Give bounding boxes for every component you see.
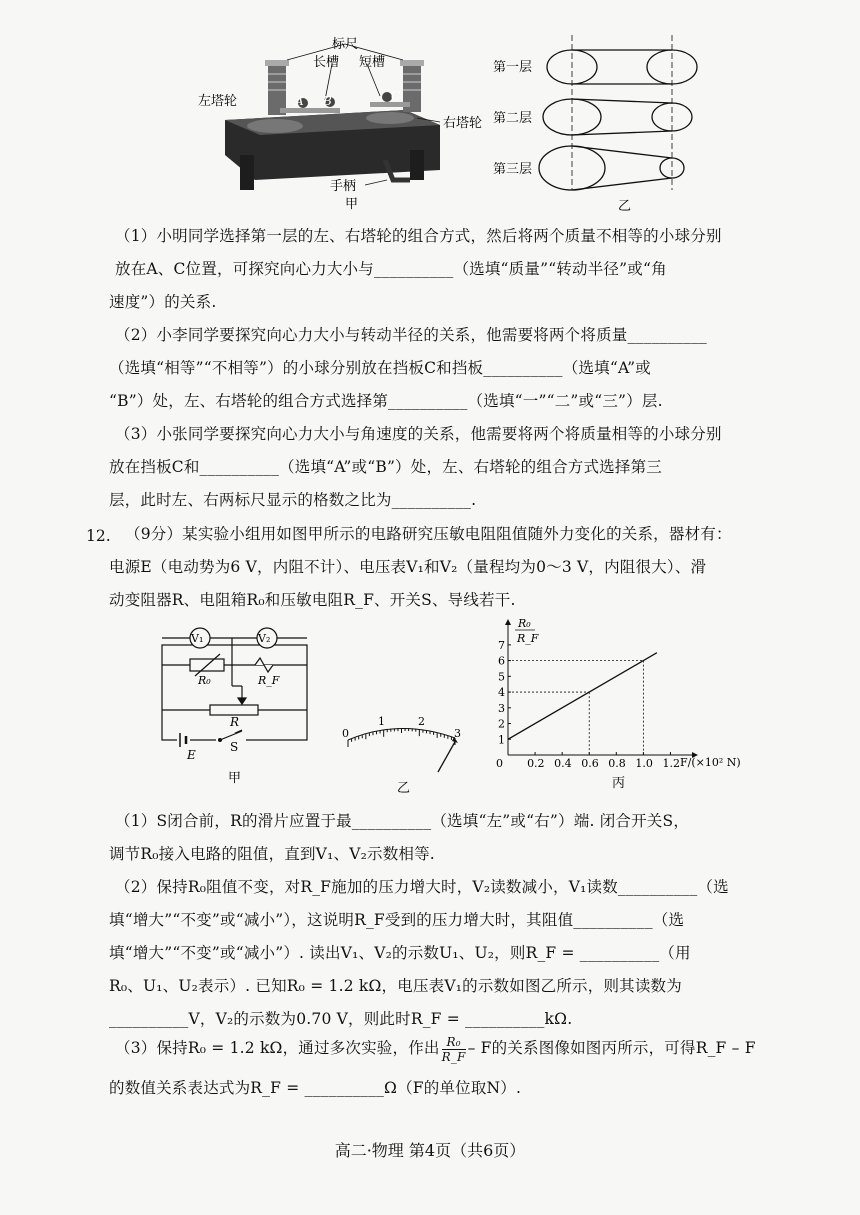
q12-line1: （9分）某实验小组用如图甲所示的电路研究压敏电阻阻值随外力变化的关系，器材有： xyxy=(125,525,732,543)
meter-tick-3: 3 xyxy=(454,727,461,740)
x-tick-label: 0 xyxy=(496,757,503,770)
q12-line2: 电源E（电动势为6 V，内阻不计）、电压表V₁和V₂（量程均为0～3 V，内阻很大）、滑 xyxy=(109,558,707,576)
q12-part3 xyxy=(109,1030,775,1106)
chart-ylabel-den: R_F xyxy=(517,632,539,645)
y-tick-label: 4 xyxy=(498,686,505,700)
q11-p2-line3: “B”）处，左、右塔轮的组合方式选择第__________（选填“一”“二”或“三”）层. xyxy=(109,392,663,410)
voltmeter-dial-figure xyxy=(330,710,480,795)
label-A: A xyxy=(295,94,304,108)
label-left-wheel: 左塔轮 xyxy=(198,94,238,109)
x-tick-label: 0.8 xyxy=(608,757,626,770)
q11-part1 xyxy=(109,220,775,517)
q12-p3-line1 xyxy=(115,1030,775,1066)
circuit-caption: 甲 xyxy=(228,771,242,786)
q12-p3-line2: 的数值关系表达式为R_F = __________Ω（F的单位取N）. xyxy=(109,1079,522,1097)
q11-p2-line1: （2）小李同学要探究向心力大小与转动半径的关系，他需要将两个将质量__________ xyxy=(115,326,707,344)
label-biaochi: 标尺 xyxy=(332,37,359,52)
label-B: B xyxy=(323,94,332,108)
q12-p3-text-b: – F的关系图像如图丙所示，可得R_F – F xyxy=(467,1039,756,1057)
apparatus-figure xyxy=(195,30,495,210)
q12-p2-line2: 填“增大”“不变”或“减小”），这说明R_F受到的压力增大时，其阻值__________（选 xyxy=(109,911,685,929)
pulley-layers-figure xyxy=(490,35,730,213)
x-tick-label: 0.4 xyxy=(554,757,572,770)
q11-p1-line2: 放在A、C位置，可探究向心力大小与__________（选填“质量”“转动半径”或“角 xyxy=(115,260,667,278)
q12-p3-frac-num: R₀ xyxy=(442,1035,466,1050)
q12-intro xyxy=(109,518,775,617)
label-right-wheel: 右塔轮 xyxy=(443,116,483,131)
chart-xlabel: F/(×10² N) xyxy=(680,756,741,769)
meter-tick-2: 2 xyxy=(418,715,425,728)
q12-p1-line1: （1）S闭合前，R的滑片应置于最__________（选填“左”或“右”）端. 闭合开关S， xyxy=(115,812,690,830)
q11-p3-line1: （3）小张同学要探究向心力大小与角速度的关系，他需要将两个将质量相等的小球分别 xyxy=(115,425,722,443)
x-tick-label: 0.6 xyxy=(581,757,599,770)
circuit-RF: R_F xyxy=(258,674,280,687)
y-tick-label: 7 xyxy=(498,638,505,652)
x-tick-label: 1.2 xyxy=(662,757,680,770)
meter-tick-0: 0 xyxy=(342,727,349,740)
label-changcao: 长槽 xyxy=(313,55,340,70)
q12-p1-line2: 调节R₀接入电路的阻值，直到V₁、V₂示数相等. xyxy=(109,845,435,863)
layer-1-label: 第一层 xyxy=(493,60,533,75)
x-tick-label: 1.0 xyxy=(635,757,653,770)
circuit-figure xyxy=(150,620,320,795)
q11-p3-line3: 层，此时左、右两标尺显示的格数之比为__________. xyxy=(109,491,477,509)
q11-p2-line2: （选填“相等”“不相等”）的小球分别放在挡板C和挡板__________（选填“A”或 xyxy=(109,359,651,377)
circuit-V1: V₁ xyxy=(191,632,204,645)
y-tick-label: 2 xyxy=(498,717,505,731)
q12-number: 12. xyxy=(86,527,111,545)
q12-line3: 动变阻器R、电阻箱R₀和压敏电阻R_F、开关S、导线若干. xyxy=(109,591,516,609)
circuit-V2: V₂ xyxy=(258,632,271,645)
meter-tick-1: 1 xyxy=(378,715,385,728)
fig2-caption: 乙 xyxy=(618,199,632,213)
layer-2-label: 第二层 xyxy=(493,111,533,126)
y-tick-label: 5 xyxy=(498,670,505,684)
chart-ylabel-num: R₀ xyxy=(518,617,531,630)
y-axis-arrow xyxy=(505,619,511,625)
q12-p3-text-a: （3）保持R₀ = 1.2 kΩ，通过多次实验，作出 xyxy=(115,1039,440,1057)
q12-p3-fraction xyxy=(442,1035,466,1064)
circuit-S: S xyxy=(230,740,239,754)
meter-caption: 乙 xyxy=(397,781,411,795)
q12-p3-frac-den: R_F xyxy=(441,1049,466,1064)
rf-force-chart xyxy=(490,615,760,815)
chart-caption: 丙 xyxy=(612,776,626,791)
q11-p1-line3: 速度”）的关系. xyxy=(109,293,217,311)
y-tick-label: 1 xyxy=(498,733,505,747)
label-C: C xyxy=(391,89,401,103)
x-tick-label: 0.2 xyxy=(527,757,545,770)
label-handle: 手柄 xyxy=(330,179,357,194)
q12-p2-line1: （2）保持R₀阻值不变，对R_F施加的压力增大时，V₂读数减小，V₁读数__________（选 xyxy=(115,878,729,896)
y-tick-label: 3 xyxy=(498,701,505,715)
layer-3-label: 第三层 xyxy=(493,162,533,177)
circuit-R: R xyxy=(230,715,240,729)
q11-p3-line2: 放在挡板C和__________（选填“A”或“B”）处，左、右塔轮的组合方式选择第三 xyxy=(109,458,662,476)
q12-p2-line4: R₀、U₁、U₂表示）. 已知R₀ = 1.2 kΩ，电压表V₁的示数如图乙所示，则其读数为 xyxy=(109,977,682,995)
q12-p2-line5: __________V，V₂的示数为0.70 V，则此时R_F = __________kΩ. xyxy=(109,1010,573,1028)
circuit-E: E xyxy=(187,748,196,762)
q12-parts xyxy=(109,805,775,1036)
fig1-caption: 甲 xyxy=(345,197,359,210)
label-duancao: 短槽 xyxy=(359,55,386,70)
circuit-R0: R₀ xyxy=(198,674,211,687)
q12-p2-line3: 填“增大”“不变”或“减小”）. 读出V₁、V₂的示数U₁、U₂，则R_F = __________（用 xyxy=(109,944,691,962)
q11-p1-line1: （1）小明同学选择第一层的左、右塔轮的组合方式，然后将两个质量不相等的小球分别 xyxy=(115,227,722,245)
y-tick-label: 6 xyxy=(498,654,505,668)
series-line xyxy=(508,653,657,740)
page-footer: 高二·物理 第4页（共6页） xyxy=(334,1141,526,1160)
